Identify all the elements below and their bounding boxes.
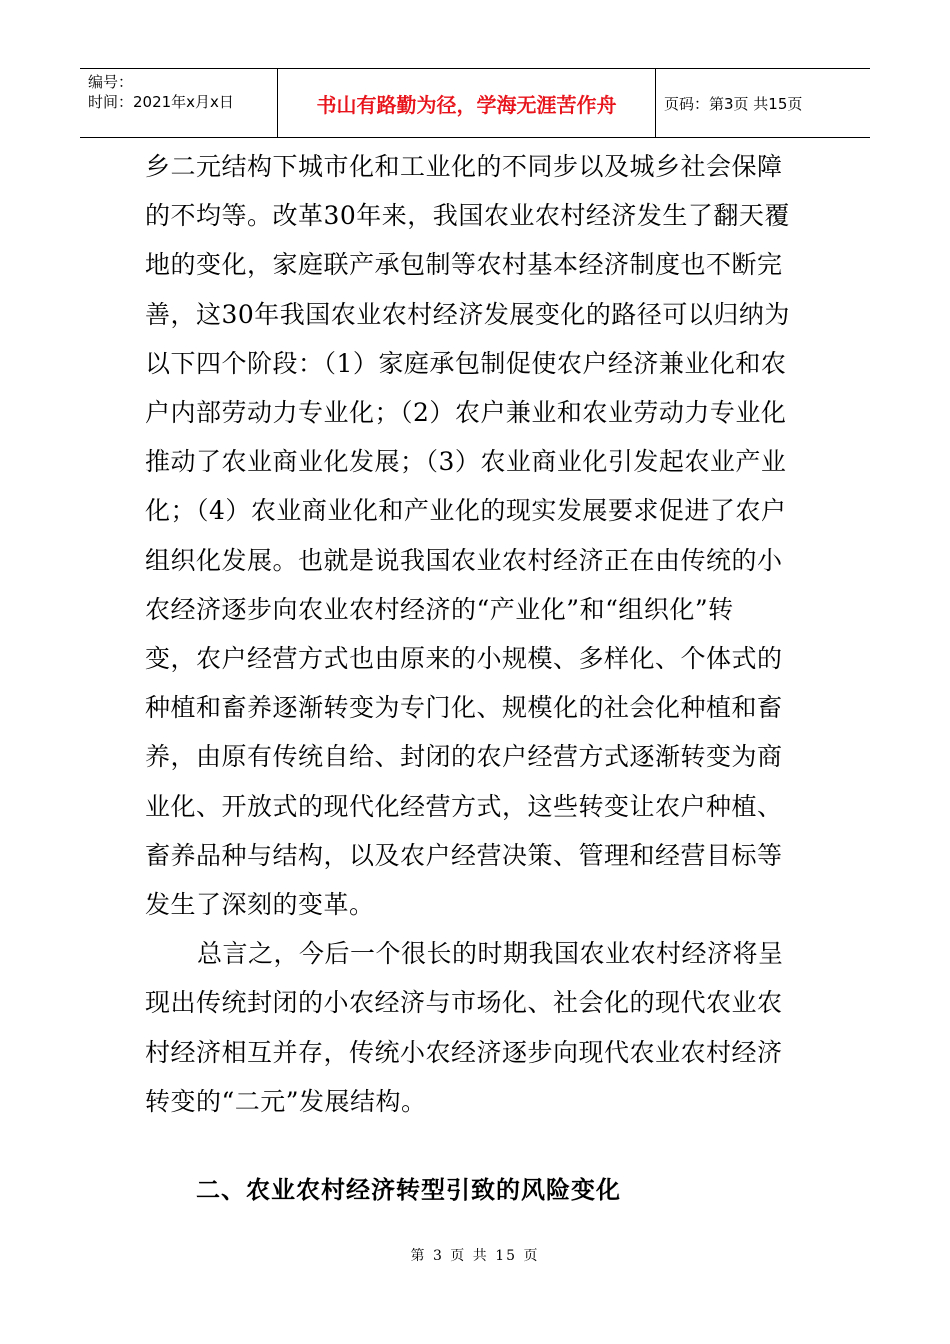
text-line: 转变的“二元”发展结构。 [145,1086,427,1116]
text-line: 善，这30年我国农业农村经济发展变化的路径可以归纳为 [145,299,790,329]
text-line: 农经济逐步向农业农村经济的“产业化”和“组织化”转 [145,594,734,624]
page-header [80,68,870,138]
text-line: 业化、开放式的现代化经营方式，这些转变让农户种植、 [145,791,783,821]
header-meta [80,69,278,137]
page-footer: 第 3 页 共 15 页 [410,1248,540,1264]
text-line: 变，农户经营方式也由原来的小规模、多样化、个体式的 [145,644,783,674]
document-body [145,142,805,1126]
header-page-info: 页码：第3页 共15页 [664,94,803,113]
text-line: 的不均等。改革30年来，我国农业农村经济发生了翻天覆 [145,201,790,231]
text-line: 现出传统封闭的小农经济与市场化、社会化的现代农业农 [145,988,783,1018]
text-line: 户内部劳动力专业化；（2）农户兼业和农业劳动力专业化 [145,398,787,428]
text-line: 地的变化，家庭联产承包制等农村基本经济制度也不断完 [145,250,783,280]
header-motto: 书山有路勤为径，学海无涯苦作舟 [278,69,656,137]
text-line: 总言之，今后一个很长的时期我国农业农村经济将呈 [197,939,784,969]
text-line: 化；（4）农业商业化和产业化的现实发展要求促进了农户 [145,496,787,526]
text-line: 养，由原有传统自给、封闭的农户经营方式逐渐转变为商 [145,742,783,772]
date-label: 时间：2021年x月x日 [88,93,234,111]
section-heading: 二、农业农村经济转型引致的风险变化 [196,1176,621,1204]
text-line: 村经济相互并存，传统小农经济逐步向现代农业农村经济 [145,1037,783,1067]
text-line: 种植和畜养逐渐转变为专门化、规模化的社会化种植和畜 [145,693,783,723]
text-line: 畜养品种与结构，以及农户经营决策、管理和经营目标等 [145,840,783,870]
text-line: 乡二元结构下城市化和工业化的不同步以及城乡社会保障 [145,152,783,181]
serial-number-label: 编号： [88,73,134,91]
paragraph-2 [145,929,805,1126]
text-line: 推动了农业商业化发展；（3）农业商业化引发起农业产业 [145,447,787,477]
paragraph-1 [145,142,805,929]
text-line: 组织化发展。也就是说我国农业农村经济正在由传统的小 [145,545,783,575]
text-line: 发生了深刻的变革。 [145,890,375,920]
text-line: 以下四个阶段：（1）家庭承包制促使农户经济兼业化和农 [145,348,787,378]
